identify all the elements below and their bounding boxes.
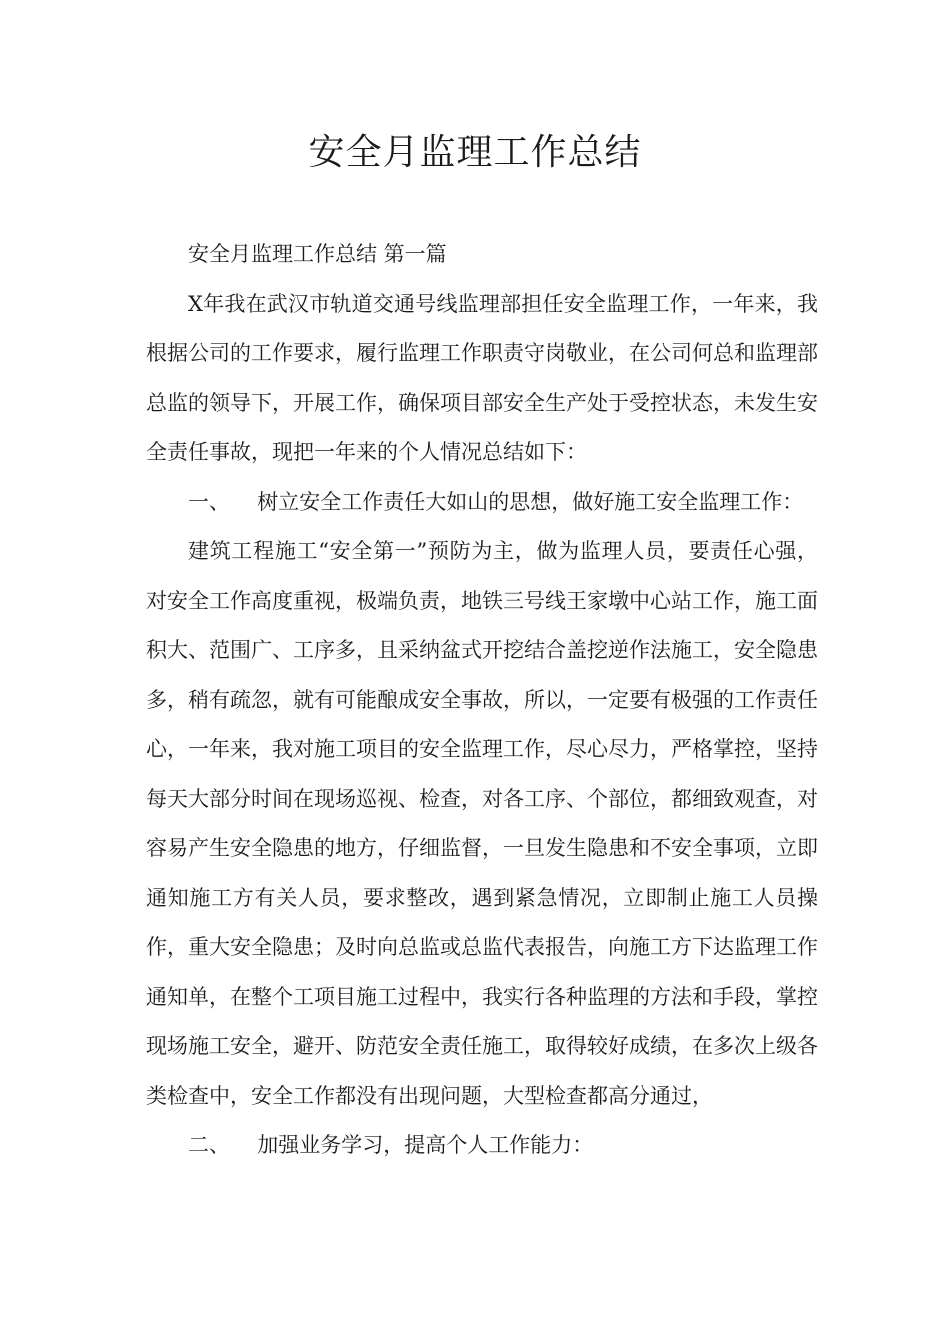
section-1-paragraph: 建筑工程施工“安全第一”预防为主，做为监理人员，要责任心强，对安全工作高度重视，极端负责，地铁三号线王家墩中心站工作，施工面积大、范围广、工序多，且采纳盆式开挖结合盖挖逆作法施工，安全隐患多，稍有疏忽，就有可能酿成安全事故，所以，一定要有极强的工作责任心，一年来，我对施工项目的安全监理工作，尽心尽力，严格掌控，坚持每天大部分时间在现场巡视、检查，对各工序、个部位，都细致观查，对容易产生安全隐患的地方，仔细监督，一旦发生隐患和不安全事项，立即通知施工方有关人员，要求整改，遇到紧急情况，立即制止施工人员操作，重大安全隐患；及时向总监或总监代表报告，向施工方下达监理工作通知单，在整个工项目施工过程中，我实行各种监理的方法和手段，掌控现场施工安全，避开、防范安全责任施工，取得较好成绩，在多次上级各类检查中，安全工作都没有出现问题，大型检查都高分通过， <box>146 539 818 1108</box>
document-subtitle: 安全月监理工作总结 第一篇 <box>188 242 447 266</box>
section-number-2: 二、 <box>188 1133 230 1157</box>
section-heading-1 <box>146 478 818 528</box>
document-body <box>146 230 818 1171</box>
section-number-1: 一、 <box>188 489 230 514</box>
intro-paragraph: X年我在武汉市轨道交通号线监理部担任安全监理工作，一年来，我根据公司的工作要求，履行监理工作职责守岗敬业，在公司何总和监理部总监的领导下，开展工作，确保项目部安全生产处于受控状态，未发生安全责任事故，现把一年来的个人情况总结如下： <box>146 291 818 464</box>
section-title-2: 加强业务学习，提高个人工作能力： <box>257 1133 594 1157</box>
document-title: 安全月监理工作总结 <box>308 132 642 173</box>
section-heading-2 <box>146 1121 818 1171</box>
section-title-1: 树立安全工作责任大如山的思想，做好施工安全监理工作： <box>257 489 804 514</box>
